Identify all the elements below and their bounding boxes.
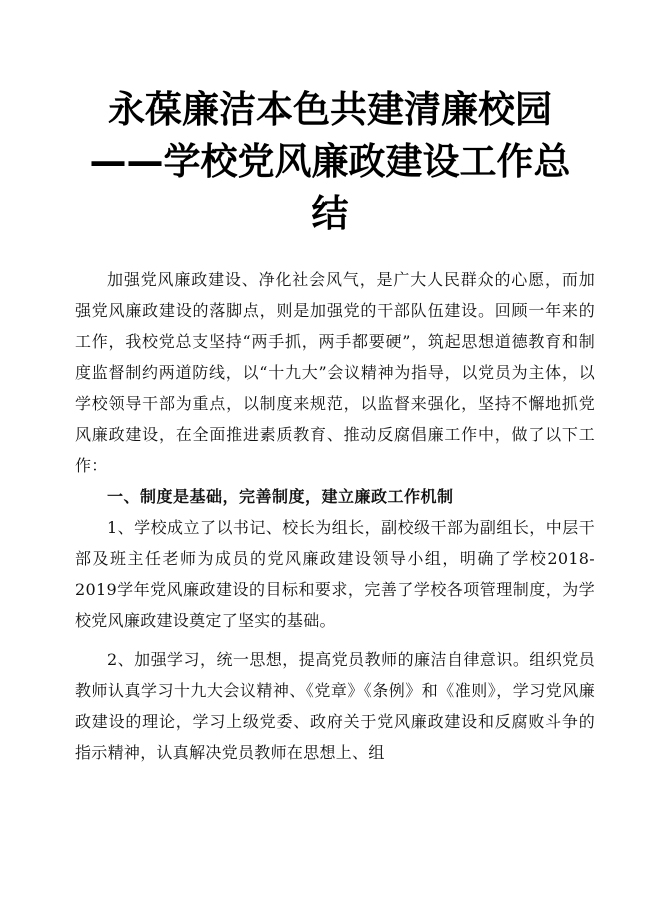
title-line-3: 结 bbox=[311, 192, 349, 235]
intro-paragraph: 加强党风廉政建设、净化社会风气，是广大人民群众的心愿，而加强党风廉政建设的落脚点，则是加强党的干部队伍建设。回顾一年来的工作，我校党总支坚持“两手抓，两手都要硬”，筑起思想道德教育和制度监督制约两道防线，以“十九大”会议精神为指导，以党员为主体，以学校领导干部为重点，以制度来规范，以监督来强化，坚持不懈地抓党风廉政建设，在全面推进素质教育、推动反腐倡廉工作中，做了以下工作： bbox=[75, 270, 595, 475]
document-body bbox=[75, 264, 595, 768]
title-line-2: ——学校党风廉政建设工作总 bbox=[89, 140, 571, 183]
body-paragraph: 2、加强学习，统一思想，提高党员教师的廉洁自律意识。组织党员教师认真学习十九大会议精神、《党章》《条例》和《准则》，学习党风廉政建设的理论，学习上级党委、政府关于党风廉政建设和反腐败斗争的指示精神，认真解决党员教师在思想上、组 bbox=[75, 650, 595, 762]
title-line-1: 永葆廉洁本色共建清廉校园 bbox=[108, 88, 552, 131]
section-heading: 一、制度是基础，完善制度，建立廉政工作机制 bbox=[107, 487, 454, 506]
body-paragraph: 1、学校成立了以书记、校长为组长，副校级干部为副组长，中层干部及班主任老师为成员的党风廉政建设领导小组，明确了学校2018-2019学年党风廉政建设的目标和要求，完善了学校各项管理制度，为学校党风廉政建设奠定了坚实的基础。 bbox=[75, 518, 595, 630]
document-title bbox=[60, 84, 600, 240]
